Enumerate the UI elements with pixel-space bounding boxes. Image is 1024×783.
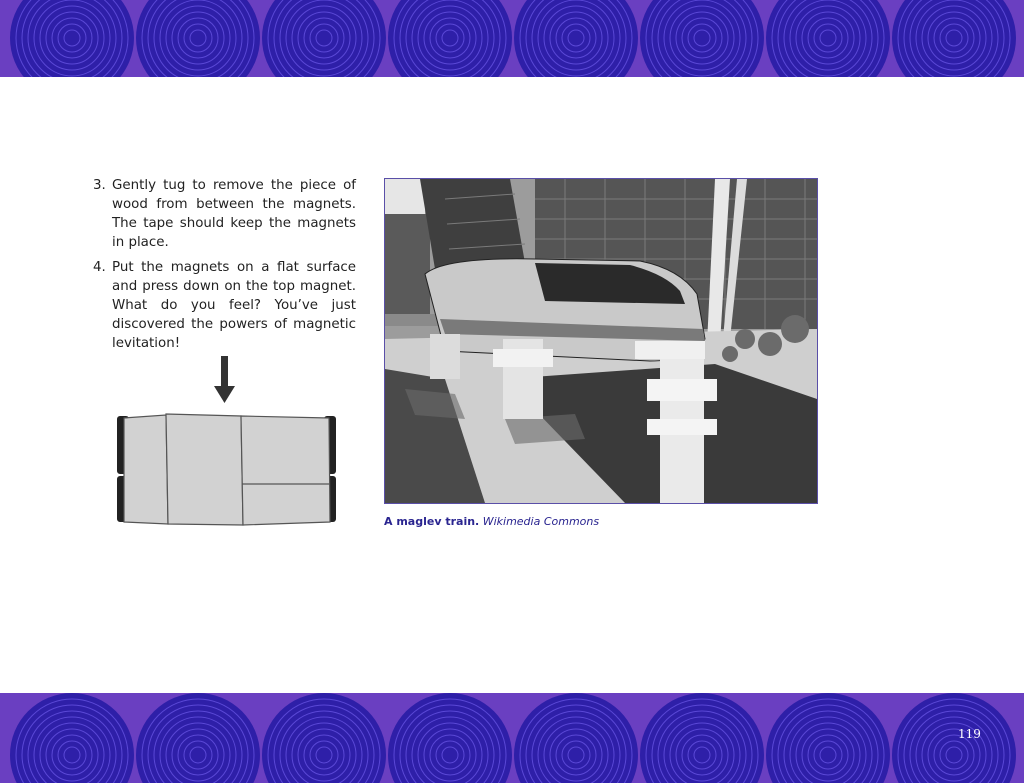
- caption-credit: Wikimedia Commons: [482, 515, 600, 528]
- photo-caption: [384, 515, 599, 528]
- caption-title: A maglev train.: [384, 515, 480, 528]
- page-number: 119: [958, 727, 981, 741]
- step-number: 3.: [93, 178, 106, 193]
- step-item: [91, 258, 356, 353]
- step-number: 4.: [93, 260, 106, 275]
- magnet-stack: [117, 414, 336, 525]
- step-text: Put the magnets on a flat surface and press down on the top magnet. What do you feel? You’ve just discovered the powers of magnetic levitation!: [112, 260, 356, 351]
- magnet-press-illustration: [110, 352, 345, 532]
- instruction-steps: [91, 176, 356, 359]
- top-decorative-band: [0, 0, 1024, 77]
- step-text: Gently tug to remove the piece of wood from between the magnets. The tape should keep the magnets in place.: [112, 178, 356, 250]
- step-item: [91, 176, 356, 252]
- down-arrow-icon: [214, 356, 235, 403]
- bottom-decorative-band: [0, 693, 1024, 783]
- maglev-train-photo: [384, 178, 818, 504]
